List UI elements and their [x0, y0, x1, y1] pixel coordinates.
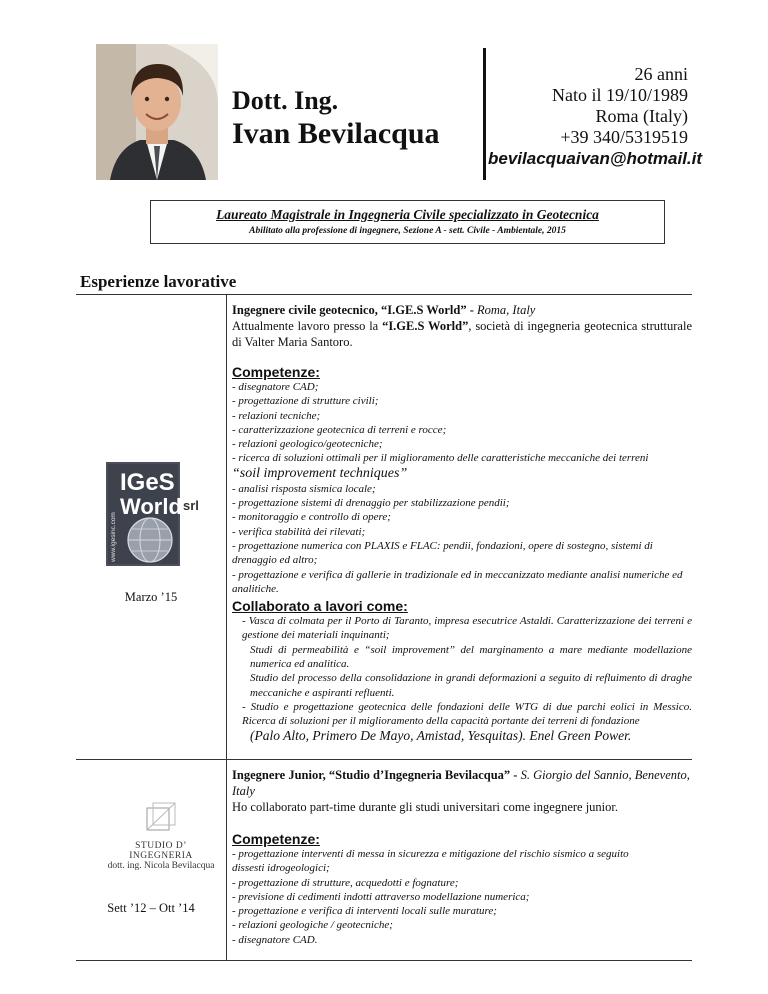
- job1-date: Marzo ’15: [124, 590, 178, 604]
- job2-title-place: S. Giorgio del Sannio, Benevento, Italy: [232, 768, 690, 798]
- list-item: - relazioni geologiche / geotecniche;: [232, 919, 393, 932]
- list-item: - progettazione numerica con PLAXIS e FLAC: pendii, fondazioni, opere di sostegno, sistemi di drenaggio ed altro;: [232, 539, 653, 567]
- job1-collab-heading: Collaborato a lavori come:: [232, 598, 408, 615]
- logo-line1: IGeS: [120, 469, 175, 496]
- list-item: - ricerca di soluzioni ottimali per il miglioramento delle caratteristiche meccaniche dei terreni: [232, 452, 649, 465]
- phone: +39 340/5319519: [560, 127, 688, 147]
- list-item: - Studio e progettazione geotecnica delle fondazioni delle WTG di due parchi eolici in Messico. Ricerca di soluzioni per il miglioramento della capacità portante dei terreni di fondazione: [242, 700, 692, 728]
- logo-suffix: srl: [183, 498, 199, 513]
- logo-line2: World: [120, 494, 182, 519]
- list-item: - progettazione e verifica di interventi locali sulle murature;: [232, 905, 497, 918]
- logo-website: www.igesinc.com: [110, 512, 117, 562]
- contact-block: [488, 64, 703, 169]
- job2-date: Sett ’12 – Ott ’14: [107, 901, 195, 915]
- column-divider: [226, 295, 227, 759]
- studio-ingegneria-logo: [106, 800, 216, 870]
- job1-desc-company: “I.GE.S World”: [382, 319, 469, 333]
- list-item: - progettazione sistemi di drenaggio per stabilizzazione pendii;: [232, 497, 510, 510]
- job1-title-role: Ingegnere civile geotecnico, “I.GE.S World” -: [232, 303, 478, 317]
- iges-world-logo: [106, 462, 206, 568]
- degree-box: [150, 200, 665, 244]
- job1-collab-label: Collaborato a lavori come: [232, 598, 404, 615]
- list-item: - progettazione di strutture civili;: [232, 395, 379, 408]
- job2-title: [232, 767, 692, 799]
- degree-main: Laureato Magistrale in Ingegneria Civile specializzato in Geotecnica: [216, 207, 599, 222]
- header-divider: [483, 48, 486, 180]
- job2-description: Ho collaborato part-time durante gli studi universitari come ingegnere junior.: [232, 800, 618, 814]
- row-divider: [76, 960, 692, 961]
- list-item: - previsione di cedimenti indotti attraverso modellazione numerica;: [232, 890, 530, 903]
- list-item: - relazioni geologico/geotecniche;: [232, 438, 383, 451]
- job1-collab-end: (Palo Alto, Primero De Mayo, Amistad, Yesquitas). Enel Green Power.: [250, 727, 632, 743]
- job1-collab-list: [232, 614, 692, 743]
- studio-logo-person: dott. ing. Nicola Bevilacqua: [107, 861, 215, 871]
- job1-desc-pre: Attualmente lavoro presso la: [232, 319, 383, 333]
- list-item: - progettazione e verifica di gallerie in tradizionale ed in meccanizzato mediante analisi numeriche ed analitiche.: [232, 568, 683, 595]
- job1-content: [232, 302, 692, 743]
- birth-date: Nato il 19/10/1989: [552, 85, 688, 105]
- job1-desc-post: , società di ingegneria geotecnica strutturale di Valter Maria Santoro.: [232, 319, 692, 349]
- email-link[interactable]: bevilacquaivan@hotmail.it: [488, 149, 703, 168]
- list-item: - caratterizzazione geotecnica di terreni e rocce;: [232, 423, 447, 436]
- job1-title: [232, 302, 692, 318]
- city: Roma (Italy): [595, 106, 688, 126]
- section-divider: [76, 294, 692, 295]
- name-block: [232, 86, 480, 152]
- job1-competenze-list: [232, 380, 692, 596]
- full-name: Ivan Bevilacqua: [232, 117, 440, 150]
- column-divider: [226, 760, 227, 960]
- job1-title-place: Roma, Italy: [477, 303, 536, 317]
- list-item: - analisi risposta sismica locale;: [232, 482, 376, 495]
- list-item: - progettazione interventi di messa in sicurezza e mitigazione del rischio sismico a seguito dissesti idrogeologici;: [232, 848, 629, 875]
- list-item: - disegnatore CAD.: [232, 933, 318, 946]
- list-item: “soil improvement techniques”: [232, 465, 408, 481]
- degree-sub: Abilitato alla professione di ingegnere, Sezione A - sett. Civile - Ambientale, 2015: [249, 226, 566, 236]
- list-item: - disegnatore CAD;: [232, 381, 319, 393]
- profile-photo: [96, 44, 218, 180]
- list-item: Studio del processo della consolidazione in grandi deformazioni a seguito di refluimento di draghe meccaniche e aspiranti refluenti.: [250, 672, 692, 699]
- job1-competenze-heading: Competenze:: [232, 364, 320, 380]
- studio-logo-icon: [141, 800, 181, 836]
- list-item: - relazioni tecniche;: [232, 409, 321, 422]
- row-divider: [76, 759, 692, 760]
- list-item: Studi di permeabilità e “soil improvement” del marginamento a mare mediante modellazione numerica ed analitica.: [250, 643, 692, 671]
- job2-title-role: Ingegnere Junior, “Studio d’Ingegneria Bevilacqua” -: [232, 768, 521, 782]
- job2-competenze-list: [232, 847, 632, 947]
- section-title: Esperienze lavorative: [80, 272, 237, 291]
- studio-logo-name: STUDIO D’ INGEGNERIA: [129, 841, 193, 861]
- academic-title: Dott. Ing.: [232, 86, 339, 115]
- list-item: - monitoraggio e controllo di opere;: [232, 511, 391, 524]
- age: 26 anni: [634, 64, 688, 84]
- job2-competenze-heading: Competenze:: [232, 831, 320, 847]
- job1-description: [232, 318, 692, 350]
- list-item: - verifica stabilità dei rilevati;: [232, 525, 366, 538]
- list-item: - Vasca di colmata per il Porto di Taranto, impresa esecutrice Astaldi. Caratterizzazione dei terreni e gestione dei materiali inquinanti;: [242, 615, 692, 642]
- list-item: - progettazione di strutture, acquedotti e fognature;: [232, 876, 459, 889]
- job2-content: [232, 767, 692, 947]
